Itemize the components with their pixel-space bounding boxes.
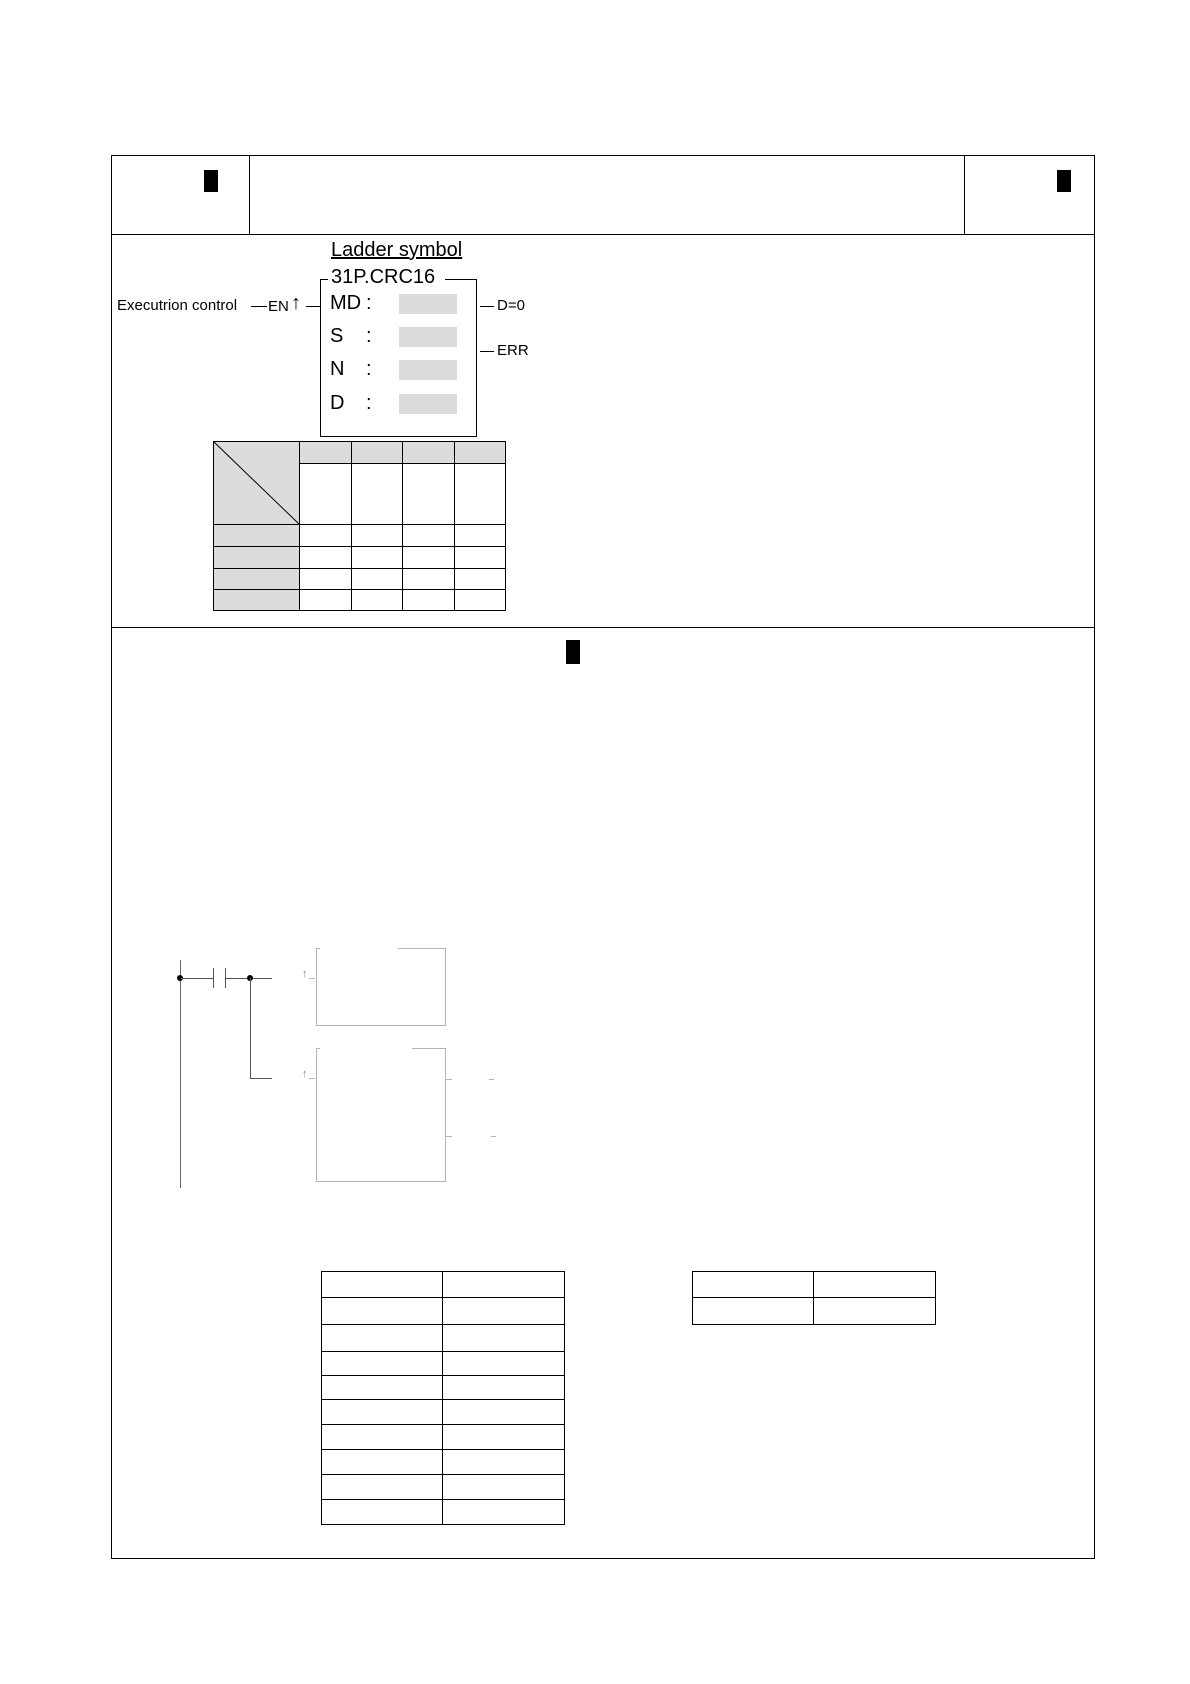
table-cell [693, 1272, 814, 1298]
operand-md: MD [330, 292, 362, 314]
table-row [322, 1425, 565, 1450]
frame-right [1094, 155, 1095, 1559]
section-divider [111, 627, 1095, 628]
operand-d-colon: : [366, 392, 372, 414]
operand-s: S [330, 325, 344, 347]
frame-left [111, 155, 112, 1559]
table-h6 [213, 610, 505, 611]
upper-box-top-left [316, 948, 320, 949]
output-err: ERR [497, 342, 529, 359]
instruction-name: 31P.CRC16 [331, 266, 436, 288]
up-arrow-icon: ↑ [291, 292, 301, 314]
table-corner-diagonal [213, 441, 299, 524]
frame-bottom [111, 1558, 1095, 1559]
table-h3 [213, 546, 505, 547]
table-cell [693, 1298, 814, 1325]
contact-line-1 [181, 978, 213, 979]
table-cell [322, 1352, 443, 1376]
output-d0-line [480, 306, 494, 307]
power-rail [180, 960, 181, 1188]
fb-top-left [320, 279, 328, 280]
table-cell [322, 1500, 443, 1525]
fb-right [476, 279, 477, 437]
lower-box-tick [309, 1078, 315, 1079]
table-cell [443, 1450, 565, 1475]
table-row [322, 1475, 565, 1500]
table-v1 [299, 441, 300, 611]
table-row [322, 1500, 565, 1525]
header-mark-left [204, 170, 218, 192]
operand-s-colon: : [366, 325, 372, 347]
table-row [693, 1298, 936, 1325]
fb-top-right [445, 279, 477, 280]
upper-box-top-right [398, 948, 446, 949]
table-cell [443, 1475, 565, 1500]
table-h5 [213, 589, 505, 590]
exec-line [251, 306, 267, 307]
lower-box-out-1-tick [489, 1079, 494, 1080]
table-row [322, 1298, 565, 1325]
upper-box-right [445, 948, 446, 1026]
device-value-table-right [692, 1271, 936, 1325]
table-cell [443, 1298, 565, 1325]
lower-box-out-2-tick [491, 1136, 496, 1137]
operand-md-value-slot [399, 294, 457, 314]
lower-box-arrow-icon: ↑ [302, 1068, 308, 1080]
table-cell [322, 1376, 443, 1400]
operand-md-colon: : [366, 292, 372, 314]
lower-box-out-1 [446, 1079, 452, 1080]
upper-box-tick [309, 978, 315, 979]
lower-box-bottom [316, 1181, 446, 1182]
table-row [322, 1352, 565, 1376]
lower-box-out-2 [446, 1136, 452, 1137]
lower-box-top-right [412, 1048, 446, 1049]
operand-n-value-slot [399, 360, 457, 380]
table-cell [443, 1272, 565, 1298]
table-cell [322, 1425, 443, 1450]
ladder-symbol-heading: Ladder symbol [331, 239, 463, 261]
en-label: EN [268, 298, 289, 315]
operand-d-value-slot [399, 394, 457, 414]
table-cell [322, 1450, 443, 1475]
table-row [322, 1376, 565, 1400]
table-cell [443, 1352, 565, 1376]
table-cell [443, 1425, 565, 1450]
section-mark [566, 640, 580, 664]
device-value-table-left [321, 1271, 565, 1525]
upper-box-bottom [316, 1025, 446, 1026]
operand-n: N [330, 358, 345, 380]
lower-box-left [316, 1048, 317, 1182]
table-v3 [402, 441, 403, 611]
branch-down [250, 978, 251, 1078]
operand-n-colon: : [366, 358, 372, 380]
branch-line [250, 1078, 272, 1079]
header-divider [111, 234, 1095, 235]
table-cell [814, 1298, 936, 1325]
header-mark-right [1057, 170, 1071, 192]
frame-top [111, 155, 1095, 156]
table-h2 [213, 524, 505, 525]
operand-d: D [330, 392, 345, 414]
table-cell [443, 1376, 565, 1400]
contact-left-bar [213, 968, 214, 988]
operand-s-value-slot [399, 327, 457, 347]
lower-box-top-left [316, 1048, 320, 1049]
table-cell [322, 1298, 443, 1325]
table-h4 [213, 568, 505, 569]
en-link [306, 306, 320, 307]
table-row [693, 1272, 936, 1298]
table-cell [322, 1272, 443, 1298]
table-cell [322, 1400, 443, 1425]
upper-box-arrow-icon: ↑ [302, 968, 308, 980]
table-cell [443, 1325, 565, 1352]
table-v5 [505, 441, 506, 611]
table-v2 [351, 441, 352, 611]
table-cell [322, 1475, 443, 1500]
output-d0: D=0 [497, 297, 525, 314]
fb-left [320, 279, 321, 437]
output-err-line [480, 351, 494, 352]
table-row [322, 1400, 565, 1425]
lower-box-right [445, 1048, 446, 1182]
table-cell [443, 1500, 565, 1525]
table-cell [322, 1325, 443, 1352]
upper-box-left [316, 948, 317, 1026]
table-row [322, 1325, 565, 1352]
header-col-divider-1 [249, 155, 250, 235]
table-cell [443, 1400, 565, 1425]
header-col-divider-2 [964, 155, 965, 235]
table-v4 [454, 441, 455, 611]
execution-control-label: Executrion control [117, 297, 238, 314]
table-row [322, 1272, 565, 1298]
table-cell [814, 1272, 936, 1298]
fb-bottom [320, 436, 477, 437]
table-row [322, 1450, 565, 1475]
